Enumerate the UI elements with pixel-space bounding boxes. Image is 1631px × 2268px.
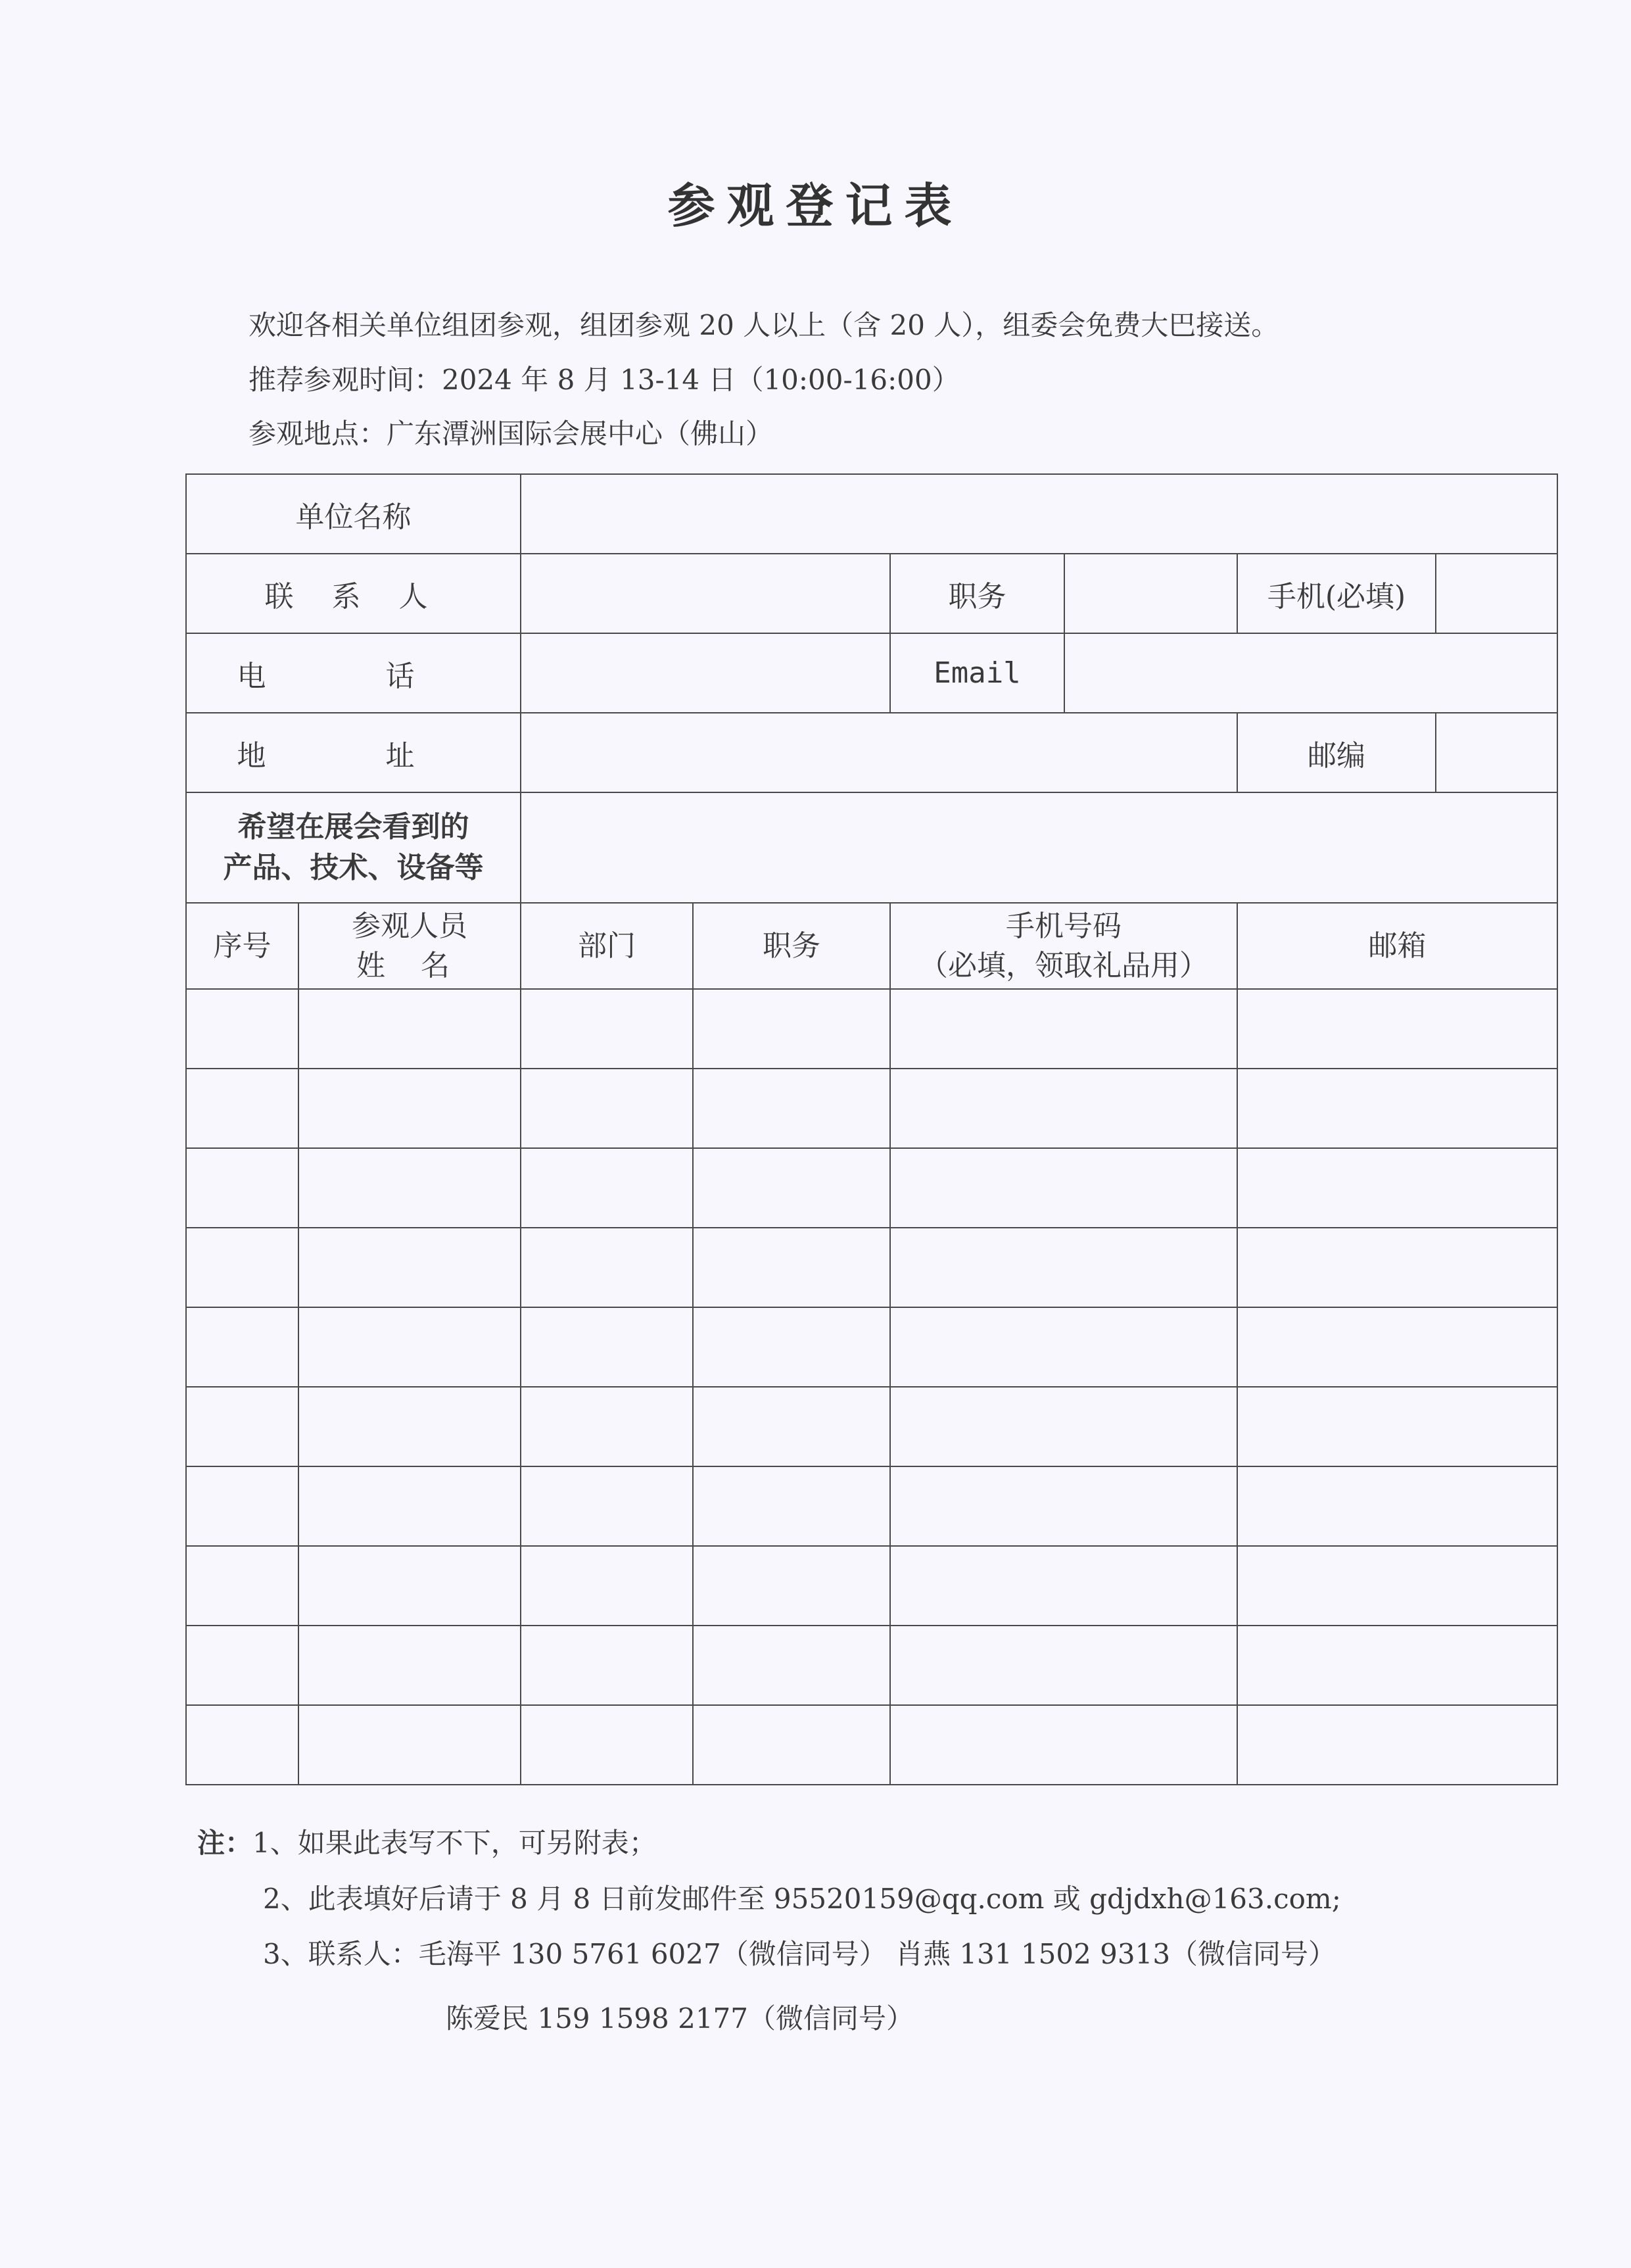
wish-label-line1: 希望在展会看到的 [237, 810, 469, 844]
row-position-cell[interactable] [693, 1148, 890, 1228]
row-dept-cell[interactable] [521, 1387, 693, 1466]
row-name-cell[interactable] [298, 1069, 521, 1148]
row-no-cell[interactable] [186, 1148, 298, 1228]
registration-table [185, 473, 1558, 1785]
row-name-cell[interactable] [298, 1228, 521, 1307]
row-email-cell[interactable] [1237, 1387, 1557, 1466]
postcode-cell [1237, 713, 1557, 792]
row-no-cell[interactable] [186, 1466, 298, 1546]
row-mobile-cell[interactable] [890, 1069, 1237, 1148]
row-position-cell[interactable] [693, 1466, 890, 1546]
position-field[interactable] [1064, 554, 1237, 633]
intro-line-visit-time: 推荐参观时间：2024 年 8 月 13-14 日（10:00-16:00） [248, 364, 960, 396]
row-no-cell[interactable] [186, 1228, 298, 1307]
table-row [186, 1626, 1557, 1705]
row-dept-cell[interactable] [521, 1626, 693, 1705]
email-field[interactable] [1064, 633, 1557, 713]
row-mobile-cell[interactable] [890, 1626, 1237, 1705]
note-item-2: 2、此表填好后请于 8 月 8 日前发邮件至 95520159@qq.com 或 gdjdxh@163.com; [263, 1883, 1341, 1915]
mobile-required-label: 手机(必填) [1237, 554, 1436, 633]
row-no-cell[interactable] [186, 1069, 298, 1148]
col-header-name-line1: 参观人员 [352, 909, 467, 943]
row-mobile-cell[interactable] [890, 1228, 1237, 1307]
address-field[interactable] [521, 713, 1237, 792]
row-mobile-cell[interactable] [890, 1387, 1237, 1466]
row-mobile-cell[interactable] [890, 1546, 1237, 1626]
row-dept-cell[interactable] [521, 1307, 693, 1387]
row-name-cell[interactable] [298, 1148, 521, 1228]
col-header-dept: 部门 [521, 903, 693, 989]
row-email-cell[interactable] [1237, 1228, 1557, 1307]
row-dept-cell[interactable] [521, 1228, 693, 1307]
note-item-1: 1、如果此表写不下，可另附表； [252, 1827, 657, 1859]
table-row [186, 1466, 1557, 1546]
col-header-mobile-line2: （必填，领取礼品用） [919, 948, 1208, 982]
row-name-cell[interactable] [298, 1466, 521, 1546]
table-row [186, 1387, 1557, 1466]
col-header-position: 职务 [693, 903, 890, 989]
row-email-cell[interactable] [1237, 1705, 1557, 1785]
row-no-cell[interactable] [186, 1307, 298, 1387]
row-dept-cell[interactable] [521, 1069, 693, 1148]
row-email-cell[interactable] [1237, 1626, 1557, 1705]
row-position-cell[interactable] [693, 989, 890, 1069]
row-position-cell[interactable] [693, 1705, 890, 1785]
row-mobile-cell[interactable] [890, 1148, 1237, 1228]
note-item-4: 陈爱民 159 1598 2177（微信同号） [446, 2002, 914, 2035]
col-header-mobile [890, 903, 1237, 989]
row-position-cell[interactable] [693, 1546, 890, 1626]
contact-label: 联 系 人 [186, 554, 521, 633]
row-position-cell[interactable] [693, 1387, 890, 1466]
row-no-cell[interactable] [186, 1387, 298, 1466]
row-position-cell[interactable] [693, 1228, 890, 1307]
unit-name-field[interactable] [521, 474, 1557, 554]
unit-name-label: 单位名称 [186, 474, 521, 554]
wish-label [186, 792, 521, 903]
intro-line-venue: 参观地点：广东潭洲国际会展中心（佛山） [248, 418, 774, 450]
row-no-cell[interactable] [186, 1626, 298, 1705]
note-label: 注： [197, 1827, 253, 1859]
table-row [186, 1546, 1557, 1626]
row-position-cell[interactable] [693, 1626, 890, 1705]
address-label: 地 址 [186, 713, 521, 792]
row-no-cell[interactable] [186, 989, 298, 1069]
row-no-cell[interactable] [186, 1546, 298, 1626]
row-mobile-cell[interactable] [890, 1466, 1237, 1546]
row-dept-cell[interactable] [521, 1148, 693, 1228]
table-row [186, 1148, 1557, 1228]
row-dept-cell[interactable] [521, 1546, 693, 1626]
row-dept-cell[interactable] [521, 1466, 693, 1546]
row-email-cell[interactable] [1237, 1307, 1557, 1387]
col-header-name [298, 903, 521, 989]
col-header-email: 邮箱 [1237, 903, 1557, 989]
wish-label-line2: 产品、技术、设备等 [223, 851, 484, 884]
row-name-cell[interactable] [298, 1626, 521, 1705]
row-dept-cell[interactable] [521, 989, 693, 1069]
row-name-cell[interactable] [298, 1307, 521, 1387]
row-name-cell[interactable] [298, 1387, 521, 1466]
row-name-cell[interactable] [298, 989, 521, 1069]
wish-field[interactable] [521, 792, 1557, 903]
col-header-mobile-line1: 手机号码 [1006, 909, 1122, 943]
row-email-cell[interactable] [1237, 1148, 1557, 1228]
form-title: 参观登记表 [667, 178, 964, 233]
intro-line-group-visit: 欢迎各相关单位组团参观，组团参观 20 人以上（含 20 人），组委会免费大巴接送。 [248, 309, 1279, 341]
row-mobile-cell[interactable] [890, 1705, 1237, 1785]
row-name-cell[interactable] [298, 1546, 521, 1626]
row-dept-cell[interactable] [521, 1705, 693, 1785]
postcode-label: 邮编 [1237, 713, 1436, 792]
email-label: Email [890, 633, 1064, 713]
mobile-cell [1237, 554, 1557, 633]
row-email-cell[interactable] [1237, 1069, 1557, 1148]
col-header-name-line2: 姓 名 [356, 948, 463, 982]
row-position-cell[interactable] [693, 1069, 890, 1148]
phone-field[interactable] [521, 633, 890, 713]
row-no-cell[interactable] [186, 1705, 298, 1785]
table-row [186, 1228, 1557, 1307]
col-header-no: 序号 [186, 903, 298, 989]
table-row [186, 1705, 1557, 1785]
table-row [186, 989, 1557, 1069]
row-email-cell[interactable] [1237, 1466, 1557, 1546]
row-email-cell[interactable] [1237, 1546, 1557, 1626]
phone-label: 电 话 [186, 633, 521, 713]
contact-field[interactable] [521, 554, 890, 633]
row-mobile-cell[interactable] [890, 989, 1237, 1069]
note-line-1 [197, 1822, 657, 1861]
row-name-cell[interactable] [298, 1705, 521, 1785]
row-mobile-cell[interactable] [890, 1307, 1237, 1387]
row-email-cell[interactable] [1237, 989, 1557, 1069]
position-label: 职务 [890, 554, 1064, 633]
row-position-cell[interactable] [693, 1307, 890, 1387]
note-item-3: 3、联系人：毛海平 130 5761 6027（微信同号） 肖燕 131 1502 9313（微信同号） [263, 1938, 1336, 1970]
table-row [186, 1069, 1557, 1148]
table-row [186, 1307, 1557, 1387]
